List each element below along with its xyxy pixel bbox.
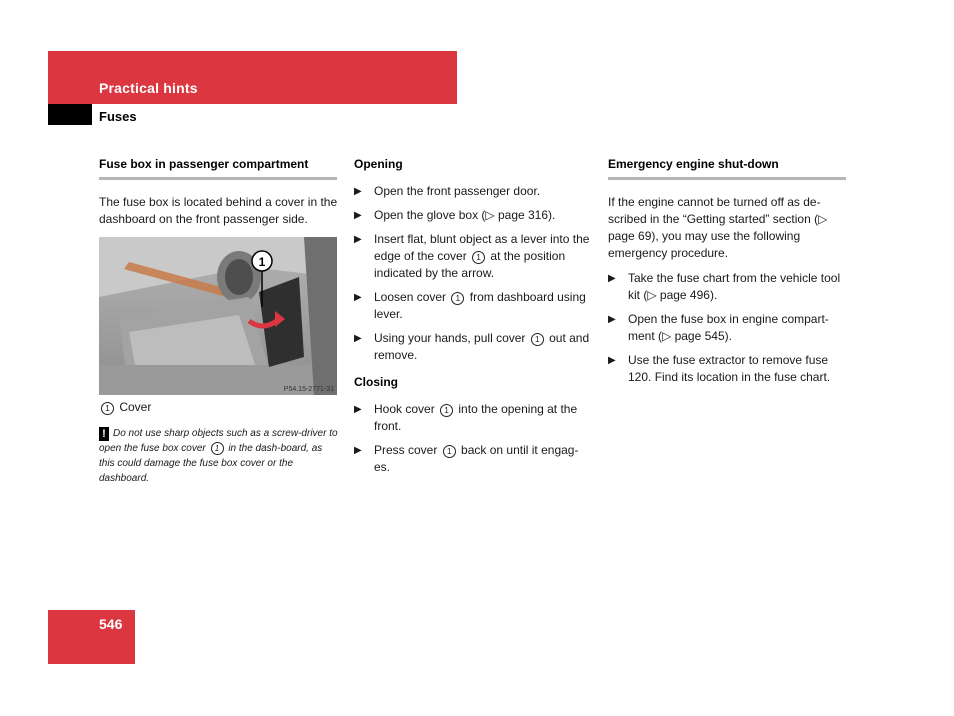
photo-callout-label: 1 — [258, 255, 266, 269]
header-band — [48, 51, 457, 104]
warning-note — [99, 426, 339, 486]
caption-text: Cover — [119, 400, 152, 414]
bullet-icon: ▶ — [354, 186, 362, 197]
list-item: ▶ Take the fuse chart from the vehicle tool kit (▷ page 496). — [608, 271, 841, 302]
section-title: Practical hints — [99, 80, 198, 96]
cover-number-icon: 1 — [443, 445, 456, 458]
page-number: 546 — [99, 616, 123, 632]
emergency-steps — [608, 270, 848, 386]
warning-text-1: Do not use sharp objects such as a screw-driver to open the fuse box cover — [99, 428, 338, 454]
list-item: ▶ Use the fuse extractor to remove fuse 120. Find its location in the fuse chart. — [608, 353, 831, 384]
list-item: ▶ Hook cover 1 into the opening at the front. — [354, 402, 578, 433]
opening-steps — [354, 183, 594, 364]
bullet-icon: ▶ — [354, 333, 362, 344]
cover-number-icon: 1 — [440, 404, 453, 417]
bullet-icon: ▶ — [354, 404, 362, 415]
photo-id: P54.15-2771-31 — [283, 386, 334, 393]
list-item: ▶ Open the glove box (▷ page 316). — [354, 208, 556, 222]
list-item: ▶ Open the fuse box in engine compart-ment (▷ page 545). — [608, 312, 829, 343]
cover-number-icon: 1 — [531, 333, 544, 346]
bullet-icon: ▶ — [354, 445, 362, 456]
bullet-icon: ▶ — [608, 314, 616, 325]
bullet-icon: ▶ — [354, 292, 362, 303]
header-tab-marker — [48, 104, 92, 125]
subsection-title: Fuses — [99, 109, 137, 124]
bullet-icon: ▶ — [608, 273, 616, 284]
warning-text-2: in the dash-board, as this could damage the fuse box cover or the dashboard. — [99, 443, 323, 484]
list-item: ▶ Loosen cover 1 from dashboard using lever. — [354, 290, 586, 321]
list-item: ▶ Insert flat, blunt object as a lever into the edge of the cover 1 at the position indicated by the arrow. — [354, 232, 590, 280]
heading-emergency: Emergency engine shut-down — [608, 156, 846, 180]
bullet-icon: ▶ — [354, 234, 362, 245]
column-emergency — [608, 156, 848, 393]
fuse-box-intro: The fuse box is located behind a cover in the dashboard on the front passenger side. — [99, 195, 338, 226]
column-fuse-box — [99, 156, 339, 486]
list-item: ▶ Open the front passenger door. — [354, 184, 541, 198]
cover-number-icon: 1 — [472, 251, 485, 264]
heading-opening: Opening — [354, 157, 403, 171]
cover-number-icon: 1 — [211, 442, 224, 455]
column-opening-closing — [354, 156, 594, 483]
list-item: ▶ Press cover 1 back on until it engag-es. — [354, 443, 579, 474]
bullet-icon: ▶ — [354, 210, 362, 221]
glovebox-photo — [99, 237, 337, 395]
heading-closing: Closing — [354, 375, 398, 389]
photo-caption — [99, 399, 339, 416]
bullet-icon: ▶ — [608, 355, 616, 366]
cover-number-icon: 1 — [101, 402, 114, 415]
list-item: ▶ Using your hands, pull cover 1 out and remove. — [354, 331, 590, 362]
emergency-intro: If the engine cannot be turned off as de-scribed in the “Getting started” section (▷ page 69), you may use the following emergency procedure. — [608, 195, 828, 260]
heading-fuse-box: Fuse box in passenger compartment — [99, 156, 337, 180]
cover-number-icon: 1 — [451, 292, 464, 305]
warning-icon: ! — [99, 427, 109, 441]
closing-steps — [354, 401, 594, 476]
